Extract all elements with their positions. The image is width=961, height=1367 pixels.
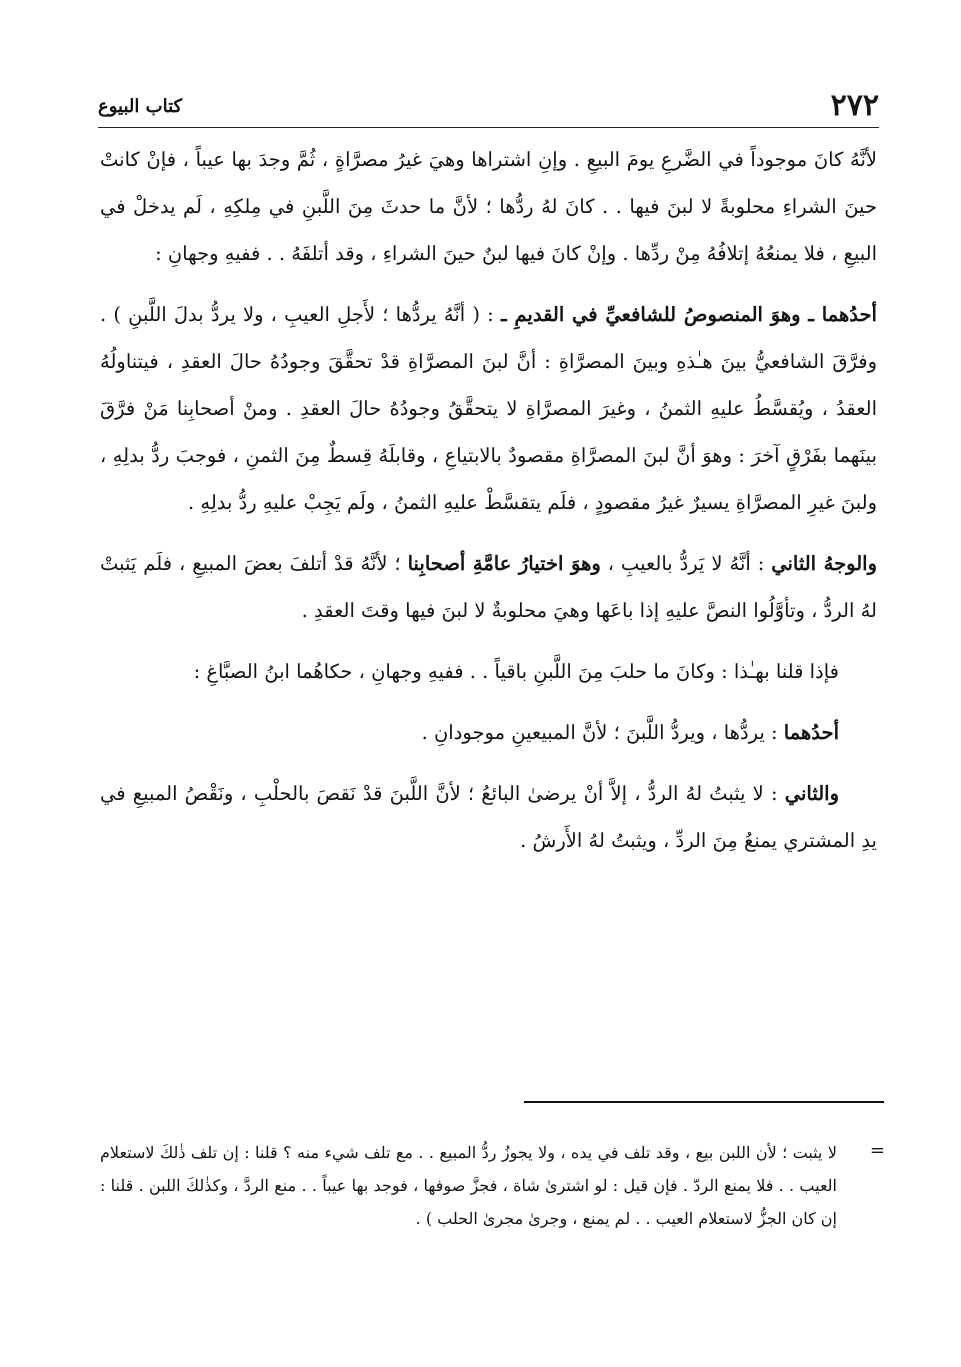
paragraph-2-heading: أحدُهما ـ وهوَ المنصوصُ للشافعيِّ في القديمِ ـ	[500, 303, 877, 326]
paragraph-6-heading: والثاني	[784, 782, 839, 805]
paragraph-3	[100, 540, 877, 634]
paragraph-3-text-a: : أنَّهُ لا يَردُّ بالعيبِ ،	[600, 552, 772, 575]
paragraph-3-text-b: ؛ لأنَّهُ قدْ أتلفَ بعضَ المبيعِ ، فلَم يَثبتْ لهُ الردُّ ، وتأوَّلُوا النصَّ عليهِ إذا باعَها وهيَ محلوبةٌ لا لبنَ فيها وقتَ العقدِ .	[100, 552, 877, 622]
main-text	[100, 136, 877, 864]
footnote	[100, 1136, 885, 1235]
header-rule	[98, 127, 879, 128]
footnote-marker: =	[869, 1140, 885, 1161]
paragraph-5-text: : يردُّها ، ويردُّ اللَّبنَ ؛ لأنَّ المبيعينِ موجودانِ .	[421, 721, 784, 744]
footnote-text: لا يثبت ؛ لأن اللبن بيع ، وقد تلف في يده ، ولا يجوزُ ردُّ المبيع . . مع تلف شيء منه ؟ قلنا : إن تلف ذٰلكَ لاستعلام العيب . . فلا يمنع الردّ . فإن قيل : لو اشترىٰ شاة ، فجزَّ صوفها ، فوجد بها عيباً . . منع الردَّ ، وكذٰلكَ اللبن . قلنا : إن كان الجزُّ لاستعلام العيب . . لم يمنع ، وجرىٰ مجرىٰ الحلب ) .	[100, 1143, 837, 1228]
paragraph-1: لأنَّهُ كانَ موجوداً في الضَّرعِ يومَ البيعِ . وإنِ اشتراها وهيَ غيرُ مصرَّاةٍ ، ثُمَّ وجدَ بها عيباً ، فإنْ كانتْ حينَ الشراءِ محلوبةً لا لبنَ فيها . . كانَ لهُ ردُّها ؛ لأنَّ ما حدثَ مِنَ اللَّبنِ في مِلكِهِ ، لَم يدخلْ في البيعِ ، فلا يمنعُهُ إتلافُهُ مِنْ ردِّها . وإنْ كانَ فيها لبنٌ حينَ الشراءِ ، وقد أتلفَهُ . . ففيهِ وجهانِ :	[100, 148, 877, 265]
paragraph-3-emphasis: وهوَ اختيارُ عامَّةِ أصحابِنا	[407, 552, 601, 575]
footnote-separator	[524, 1101, 884, 1103]
paragraph-5-heading: أحدُهما	[783, 721, 839, 744]
paragraph-6	[100, 770, 877, 864]
paragraph-4: فإذا قلنا بهـٰذا : وكانَ ما حلبَ مِنَ اللَّبنِ باقياً . . ففيهِ وجهانِ ، حكاهُما ابنُ الصبَّاغِ :	[193, 660, 839, 683]
paragraph-5	[100, 709, 877, 756]
running-title: كتاب البيوع	[98, 96, 183, 117]
page-header	[98, 88, 879, 124]
paragraph-3-heading: والوجهُ الثاني	[771, 552, 877, 575]
page-number: ٢٧٢	[830, 88, 879, 123]
paragraph-2-text: : ( أنَّهُ يردُّها ؛ لأَجلِ العيبِ ، ولا يردُّ بدلَ اللَّبنِ ) . وفرَّقَ الشافعيُّ بينَ هـٰذهِ وبينَ المصرَّاةِ : أنَّ لبنَ المصرَّاةِ قدْ تحقَّقَ وجودُهُ حالَ العقدِ ، فيتناولُهُ العقدُ ، ويُقسَّطُ عليهِ الثمنُ ، وغيرَ المصرَّاةِ لا يتحقَّقُ وجودُهُ حالَ العقدِ . ومنْ أصحابِنا مَنْ فرَّقَ بينَهما بفَرْقٍ آخرَ : وهوَ أنَّ لبنَ المصرَّاةِ مقصودٌ بالابتياعِ ، وقابلَهُ قِسطٌ مِنَ الثمنِ ، فوجبَ ردُّ بدلِهِ ، ولبنَ غيرِ المصرَّاةِ يسيرٌ غيرُ مقصودٍ ، فلَم يتقسَّطْ عليهِ الثمنُ ، ولَم يَجِبْ عليهِ ردُّ بدلِهِ .	[100, 303, 877, 514]
paragraph-6-text: : لا يثبتُ لهُ الردُّ ، إلاَّ أنْ يرضىٰ البائعُ ؛ لأنَّ اللَّبنَ قدْ نَقصَ بالحلْبِ ، ونَقْصُ المبيعِ في يدِ المشتري يمنعُ مِنَ الردِّ ، ويثبتُ لهُ الأَرشُ .	[100, 782, 877, 852]
paragraph-2	[100, 291, 877, 526]
